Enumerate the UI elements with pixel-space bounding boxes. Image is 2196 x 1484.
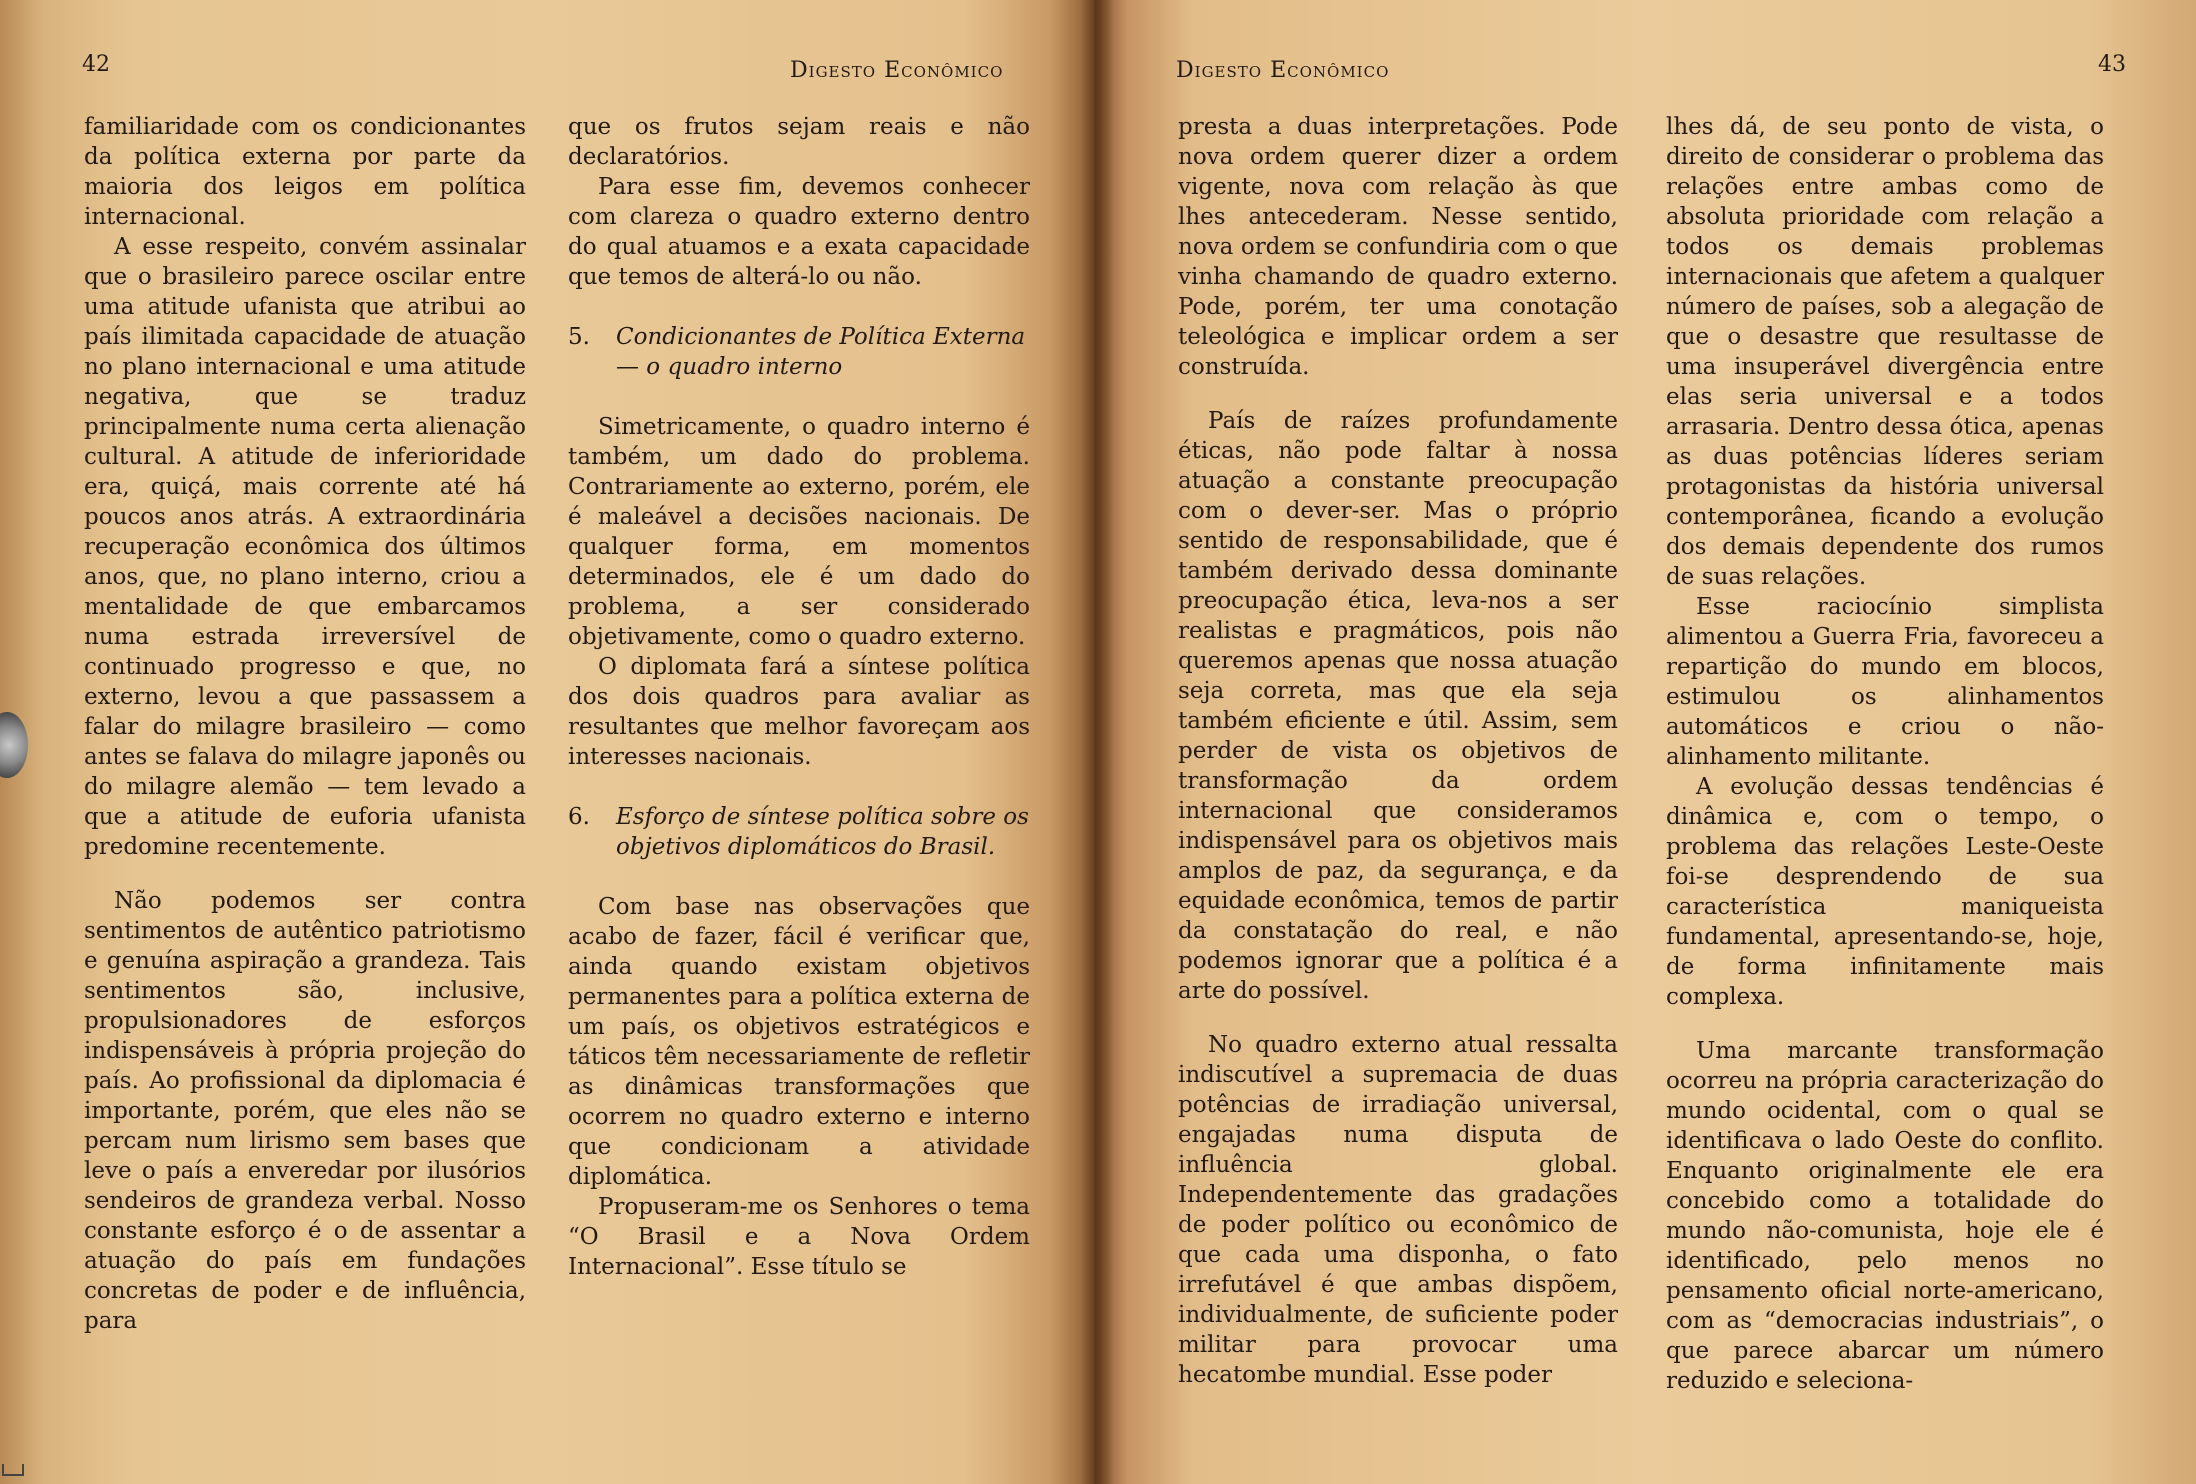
metal-clip-icon xyxy=(0,712,28,778)
paragraph: que os frutos sejam reais e não declaratórios. xyxy=(568,114,1030,170)
paragraph: familiaridade com os condicionantes da política externa por parte da maioria dos leigos em política internacional. xyxy=(84,114,526,230)
page-number: 43 xyxy=(2098,52,2126,77)
section-number: 5. xyxy=(568,324,590,350)
paragraph: lhes dá, de seu ponto de vista, o direito de considerar o problema das relações entre ambas como de absoluta prioridade com relação a todos os demais problemas internacionais que afetem a qualquer número de países, sob a alegação de que o desastre que resultasse de uma insuperável divergência entre elas seria universal e a todos arrasaria. Dentro dessa ótica, apenas as duas potências líderes seriam protagonistas da história universal contemporânea, ficando a evolução dos demais dependente dos rumos de suas relações. xyxy=(1666,114,2104,590)
text-column xyxy=(568,112,1030,1282)
paragraph: O diplomata fará a síntese política dos dois quadros para avaliar as resultantes que melhor favoreçam aos interesses nacionais. xyxy=(568,654,1030,770)
right-page xyxy=(1094,0,2196,1484)
paragraph: A evolução dessas tendências é dinâmica e, com o tempo, o problema das relações Leste-Oeste foi-se desprendendo de sua característica maniqueista fundamental, apresentando-se, hoje, de forma infinitamente mais complexa. xyxy=(1666,774,2104,1010)
text-column xyxy=(84,112,526,1336)
paragraph: Propuseram-me os Senhores o tema “O Brasil e a Nova Ordem Internacional”. Esse título se xyxy=(568,1194,1030,1280)
running-head: Digesto Econômico xyxy=(790,58,1004,83)
paragraph: Uma marcante transformação ocorreu na própria caracterização do mundo ocidental, com o qual se identificava o lado Oeste do conflito. Enquanto originalmente ele era concebido como a totalidade do mundo não-comunista, hoje ele é identificado, pelo menos no pensamento oficial norte-americano, com as “democracias industriais”, o que parece abarcar um número reduzido e seleciona- xyxy=(1666,1038,2104,1394)
corner-bracket-icon xyxy=(2,1464,24,1476)
paragraph: Para esse fim, devemos conhecer com clareza o quadro externo dentro do qual atuamos e a exata capacidade que temos de alterá-lo ou não. xyxy=(568,174,1030,290)
text-column xyxy=(1666,112,2104,1396)
page-number: 42 xyxy=(82,52,110,77)
paragraph: Esse raciocínio simplista alimentou a Guerra Fria, favoreceu a repartição do mundo em blocos, estimulou os alinhamentos automáticos e criou o não-alinhamento militante. xyxy=(1666,594,2104,770)
paragraph: Simetricamente, o quadro interno é também, um dado do problema. Contrariamente ao externo, porém, ele é maleável a decisões nacionais. De qualquer forma, em momentos determinados, ele é um dado do problema, a ser considerado objetivamente, como o quadro externo. xyxy=(568,414,1030,650)
section-title: Esforço de síntese política sobre os objetivos diplomáticos do Brasil. xyxy=(616,804,1029,860)
section-heading xyxy=(568,802,1030,862)
paragraph: Com base nas observações que acabo de fazer, fácil é verificar que, ainda quando existam objetivos permanentes para a política externa de um país, os objetivos estratégicos e táticos têm necessariamente de refletir as dinâmicas transformações que ocorrem no quadro externo e interno que condicionam a atividade diplomática. xyxy=(568,894,1030,1190)
paragraph: presta a duas interpretações. Pode nova ordem querer dizer a ordem vigente, nova com relação às que lhes antecederam. Nesse sentido, nova ordem se confundiria com o que vinha chamando de quadro externo. Pode, porém, ter uma conotação teleológica e implicar ordem a ser construída. xyxy=(1178,114,1618,380)
paragraph: Não podemos ser contra sentimentos de autêntico patriotismo e genuína aspiração a grandeza. Tais sentimentos são, inclusive, propulsionadores de esforços indispensáveis à própria projeção do país. Ao profissional da diplomacia é importante, porém, que eles não se percam num lirismo sem bases que leve o país a enveredar por ilusórios sendeiros de grandeza verbal. Nosso constante esforço é o de assentar a atuação do país em fundações concretas de poder e de influência, para xyxy=(84,888,526,1334)
text-column xyxy=(1178,112,1618,1390)
running-head: Digesto Econômico xyxy=(1176,58,1390,83)
paragraph: No quadro externo atual ressalta indiscutível a supremacia de duas potências de irradiação universal, engajadas numa disputa de influência global. Independentemente das gradações de poder político ou econômico de que cada uma disponha, o fato irrefutável é que ambas dispõem, individualmente, de suficiente poder militar para provocar uma hecatombe mundial. Esse poder xyxy=(1178,1032,1618,1388)
section-heading xyxy=(568,322,1030,382)
section-title: Condicionantes de Política Externa — o quadro interno xyxy=(616,324,1026,380)
book-gutter xyxy=(1080,0,1114,1484)
paragraph: País de raízes profundamente éticas, não pode faltar à nossa atuação a constante preocupação com o dever-ser. Mas o próprio sentido de responsabilidade, que é também derivado dessa dominante preocupação ética, leva-nos a ser realistas e pragmáticos, pois não queremos apenas que nossa atuação seja correta, mas que ela seja também eficiente e útil. Assim, sem perder de vista os objetivos de transformação da ordem internacional que consideramos indispensável para os objetivos mais amplos de paz, da segurança, e da equidade econômica, temos de partir da constatação do real, e não podemos ignorar que a política é a arte do possível. xyxy=(1178,408,1618,1004)
paragraph: A esse respeito, convém assinalar que o brasileiro parece oscilar entre uma atitude ufanista que atribui ao país ilimitada capacidade de atuação no plano internacional e uma atitude negativa, que se traduz principalmente numa certa alienação cultural. A atitude de inferioridade era, quiçá, mais corrente até há poucos anos atrás. A extraordinária recuperação econômica dos últimos anos, que, no plano interno, criou a mentalidade de que embarcamos numa estrada irreversível de continuado progresso e que, no externo, levou a que passassem a falar do milagre brasileiro — como antes se falava do milagre japonês ou do milagre alemão — tem levado a que a atitude de euforia ufanista predomine recentemente. xyxy=(84,234,526,860)
section-number: 6. xyxy=(568,804,590,830)
left-page xyxy=(0,0,1094,1484)
